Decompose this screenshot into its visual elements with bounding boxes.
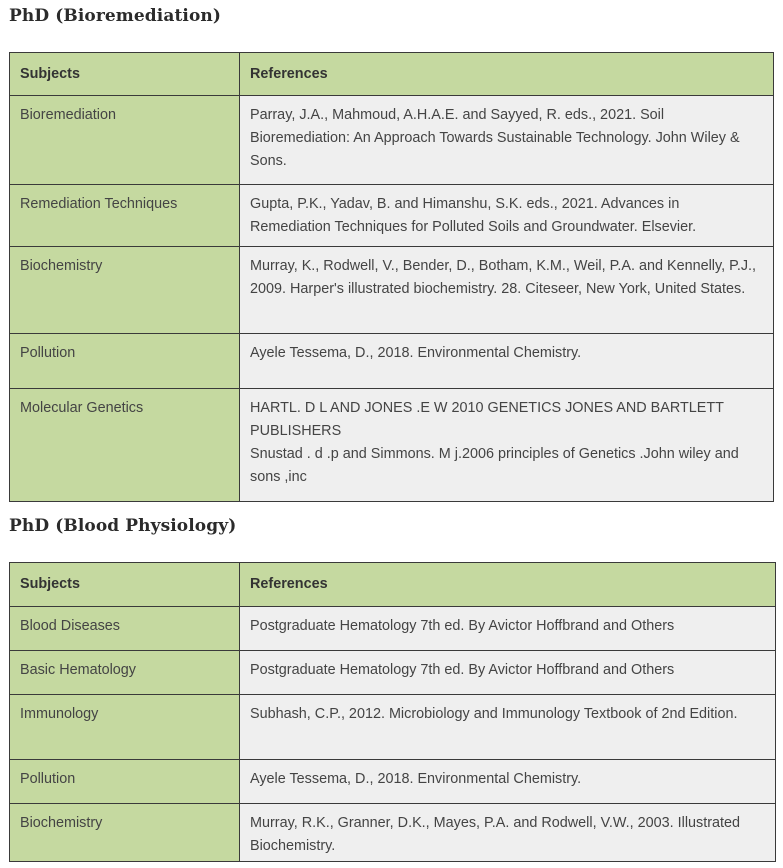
reference-cell	[240, 389, 774, 502]
table-row	[10, 334, 774, 389]
reference-cell	[240, 651, 776, 695]
reference-cell	[240, 695, 776, 760]
subject-cell: Blood Diseases	[10, 607, 240, 651]
reference-text: Postgraduate Hematology 7th ed. By Avictor Hoffbrand and Others	[250, 618, 675, 634]
reference-cell	[240, 334, 774, 389]
table-row	[10, 695, 776, 760]
subject-cell: Remediation Techniques	[10, 185, 240, 247]
subject-cell: Biochemistry	[10, 804, 240, 862]
references-table-blood-physiology	[9, 562, 776, 862]
reference-text: HARTL. D L AND JONES .E W 2010 GENETICS JONES AND BARTLETT PUBLISHERS	[250, 400, 724, 439]
reference-cell	[240, 804, 776, 862]
reference-text: Ayele Tessema, D., 2018. Environmental Chemistry.	[250, 345, 582, 361]
table-row	[10, 389, 774, 502]
subject-cell: Pollution	[10, 334, 240, 389]
reference-text: Murray, K., Rodwell, V., Bender, D., Botham, K.M., Weil, P.A. and Kennelly, P.J., 2009. Harper's illustrated biochemistry. 28. Citeseer, New York, United States.	[250, 258, 757, 297]
reference-cell	[240, 247, 774, 334]
table-row	[10, 607, 776, 651]
subject-cell: Basic Hematology	[10, 651, 240, 695]
references-column-header: References	[240, 53, 774, 96]
subject-cell: Pollution	[10, 760, 240, 804]
references-table-bioremediation	[9, 52, 774, 502]
reference-cell	[240, 185, 774, 247]
table-row	[10, 96, 774, 185]
subjects-column-header: Subjects	[10, 563, 240, 607]
table-row	[10, 651, 776, 695]
table-row	[10, 185, 774, 247]
reference-text: Parray, J.A., Mahmoud, A.H.A.E. and Sayyed, R. eds., 2021. Soil Bioremediation: An Approach Towards Sustainable Technology. John Wiley & Sons.	[250, 107, 740, 169]
subject-cell: Bioremediation	[10, 96, 240, 185]
reference-cell	[240, 607, 776, 651]
table-header-row	[10, 53, 774, 96]
reference-cell	[240, 96, 774, 185]
references-column-header: References	[240, 563, 776, 607]
reference-text: Ayele Tessema, D., 2018. Environmental Chemistry.	[250, 771, 582, 787]
subject-cell: Molecular Genetics	[10, 389, 240, 502]
table-row	[10, 760, 776, 804]
table-row	[10, 804, 776, 862]
subject-cell: Biochemistry	[10, 247, 240, 334]
reference-text: Snustad . d .p and Simmons. M j.2006 principles of Genetics .John wiley and sons ,inc	[250, 446, 739, 485]
table-row	[10, 247, 774, 334]
section-title-bioremediation: PhD (Bioremediation)	[9, 6, 222, 26]
subjects-column-header: Subjects	[10, 53, 240, 96]
reference-cell	[240, 760, 776, 804]
reference-text: Gupta, P.K., Yadav, B. and Himanshu, S.K. eds., 2021. Advances in Remediation Techniques for Polluted Soils and Groundwater. Elsevier.	[250, 196, 697, 235]
reference-text: Murray, R.K., Granner, D.K., Mayes, P.A. and Rodwell, V.W., 2003. Illustrated Biochemistry.	[250, 815, 741, 854]
reference-text: Subhash, C.P., 2012. Microbiology and Immunology Textbook of 2nd Edition.	[250, 706, 738, 722]
table-header-row	[10, 563, 776, 607]
section-title-blood-physiology: PhD (Blood Physiology)	[9, 516, 237, 536]
reference-text: Postgraduate Hematology 7th ed. By Avictor Hoffbrand and Others	[250, 662, 675, 678]
subject-cell: Immunology	[10, 695, 240, 760]
